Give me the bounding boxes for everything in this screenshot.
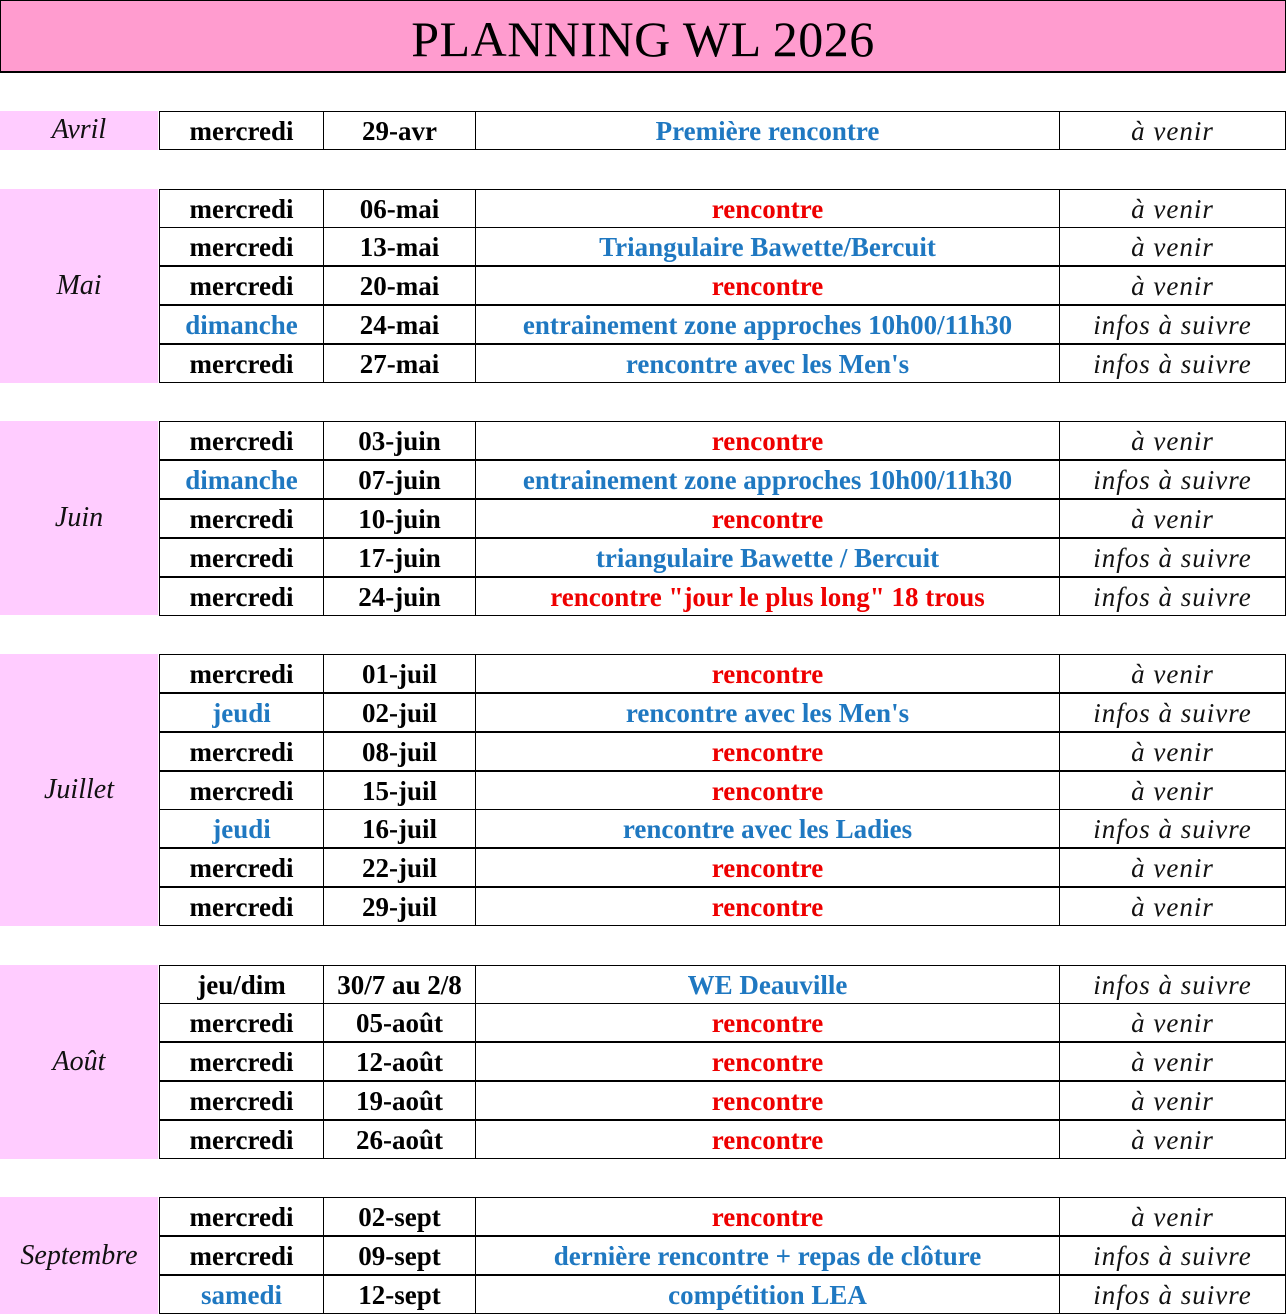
status-cell: à venir xyxy=(1131,737,1214,767)
event-cell: rencontre avec les Men's xyxy=(476,694,1060,731)
date-cell: 02-sept xyxy=(324,1198,476,1235)
status-cell: à venir xyxy=(1131,116,1214,146)
event-cell: rencontre xyxy=(476,422,1060,459)
schedule-row xyxy=(159,460,1286,499)
date-cell: 10-juin xyxy=(324,500,476,537)
event-cell: entrainement zone approches 10h00/11h30 xyxy=(476,461,1060,498)
date-cell: 15-juil xyxy=(324,772,476,809)
schedule-row xyxy=(159,654,1286,693)
schedule-row xyxy=(159,809,1286,848)
date-cell: 08-juil xyxy=(324,733,476,770)
schedule-row xyxy=(159,266,1286,305)
event-cell: Triangulaire Bawette/Bercuit xyxy=(476,228,1060,265)
schedule-row xyxy=(159,1003,1286,1042)
month-label: Avril xyxy=(0,111,158,150)
month-label: Juin xyxy=(0,421,158,615)
schedule-row xyxy=(159,421,1286,460)
date-cell: 06-mai xyxy=(324,190,476,227)
status-cell: infos à suivre xyxy=(1093,543,1252,573)
status-cell: infos à suivre xyxy=(1093,349,1252,379)
date-cell: 29-avr xyxy=(324,112,476,149)
schedule-row xyxy=(159,111,1286,150)
day-cell: mercredi xyxy=(160,112,324,149)
date-cell: 09-sept xyxy=(324,1237,476,1274)
date-cell: 07-juin xyxy=(324,461,476,498)
event-cell: rencontre xyxy=(476,190,1060,227)
day-cell: mercredi xyxy=(160,345,324,382)
event-cell: Première rencontre xyxy=(476,112,1060,149)
day-cell: mercredi xyxy=(160,422,324,459)
status-cell: à venir xyxy=(1131,426,1214,456)
schedule-row xyxy=(159,189,1286,228)
schedule-row xyxy=(159,344,1286,383)
event-cell: compétition LEA xyxy=(476,1276,1060,1313)
event-cell: rencontre xyxy=(476,1121,1060,1158)
month-label: Mai xyxy=(0,189,158,383)
event-cell: rencontre xyxy=(476,1082,1060,1119)
day-cell: mercredi xyxy=(160,500,324,537)
status-cell: à venir xyxy=(1131,892,1214,922)
status-cell: à venir xyxy=(1131,1008,1214,1038)
day-cell: samedi xyxy=(160,1276,324,1313)
event-cell: rencontre xyxy=(476,267,1060,304)
schedule-row xyxy=(159,577,1286,616)
schedule-row xyxy=(159,1081,1286,1120)
schedule-row xyxy=(159,732,1286,771)
event-cell: rencontre xyxy=(476,733,1060,770)
status-cell: à venir xyxy=(1131,1125,1214,1155)
month-label: Septembre xyxy=(0,1197,158,1313)
status-cell: à venir xyxy=(1131,776,1214,806)
day-cell: mercredi xyxy=(160,1043,324,1080)
date-cell: 26-août xyxy=(324,1121,476,1158)
date-cell: 12-août xyxy=(324,1043,476,1080)
schedule-row xyxy=(159,887,1286,926)
date-cell: 29-juil xyxy=(324,888,476,925)
event-cell: rencontre avec les Men's xyxy=(476,345,1060,382)
schedule-row xyxy=(159,538,1286,577)
schedule-row xyxy=(159,1275,1286,1314)
event-cell: rencontre "jour le plus long" 18 trous xyxy=(476,578,1060,615)
date-cell: 13-mai xyxy=(324,228,476,265)
date-cell: 12-sept xyxy=(324,1276,476,1313)
status-cell: à venir xyxy=(1131,853,1214,883)
status-cell: à venir xyxy=(1131,232,1214,262)
day-cell: jeu/dim xyxy=(160,966,324,1003)
event-cell: rencontre avec les Ladies xyxy=(476,810,1060,847)
day-cell: dimanche xyxy=(160,306,324,343)
event-cell: entrainement zone approches 10h00/11h30 xyxy=(476,306,1060,343)
month-label: Juillet xyxy=(0,654,158,926)
date-cell: 01-juil xyxy=(324,655,476,692)
date-cell: 22-juil xyxy=(324,849,476,886)
day-cell: mercredi xyxy=(160,733,324,770)
month-label: Août xyxy=(0,965,158,1159)
status-cell: à venir xyxy=(1131,504,1214,534)
date-cell: 24-mai xyxy=(324,306,476,343)
event-cell: triangulaire Bawette / Bercuit xyxy=(476,539,1060,576)
day-cell: jeudi xyxy=(160,694,324,731)
schedule-row xyxy=(159,1120,1286,1159)
schedule-row xyxy=(159,693,1286,732)
status-cell: infos à suivre xyxy=(1093,582,1252,612)
status-cell: infos à suivre xyxy=(1093,1280,1252,1310)
day-cell: mercredi xyxy=(160,772,324,809)
schedule-row xyxy=(159,1042,1286,1081)
event-cell: WE Deauville xyxy=(476,966,1060,1003)
day-cell: mercredi xyxy=(160,849,324,886)
day-cell: mercredi xyxy=(160,1198,324,1235)
day-cell: mercredi xyxy=(160,1237,324,1274)
status-cell: infos à suivre xyxy=(1093,465,1252,495)
day-cell: jeudi xyxy=(160,810,324,847)
status-cell: à venir xyxy=(1131,271,1214,301)
schedule-row xyxy=(159,848,1286,887)
schedule-row xyxy=(159,227,1286,266)
day-cell: mercredi xyxy=(160,190,324,227)
schedule-row xyxy=(159,499,1286,538)
day-cell: dimanche xyxy=(160,461,324,498)
day-cell: mercredi xyxy=(160,1121,324,1158)
event-cell: rencontre xyxy=(476,772,1060,809)
schedule-row xyxy=(159,1236,1286,1275)
event-cell: rencontre xyxy=(476,1198,1060,1235)
status-cell: à venir xyxy=(1131,1047,1214,1077)
event-cell: rencontre xyxy=(476,500,1060,537)
schedule-row xyxy=(159,1197,1286,1236)
event-cell: rencontre xyxy=(476,849,1060,886)
event-cell: dernière rencontre + repas de clôture xyxy=(476,1237,1060,1274)
date-cell: 30/7 au 2/8 xyxy=(324,966,476,1003)
date-cell: 17-juin xyxy=(324,539,476,576)
event-cell: rencontre xyxy=(476,888,1060,925)
page-title: PLANNING WL 2026 xyxy=(0,0,1286,73)
status-cell: infos à suivre xyxy=(1093,814,1252,844)
status-cell: à venir xyxy=(1131,194,1214,224)
date-cell: 03-juin xyxy=(324,422,476,459)
status-cell: à venir xyxy=(1131,1202,1214,1232)
date-cell: 20-mai xyxy=(324,267,476,304)
day-cell: mercredi xyxy=(160,578,324,615)
date-cell: 19-août xyxy=(324,1082,476,1119)
status-cell: infos à suivre xyxy=(1093,310,1252,340)
date-cell: 05-août xyxy=(324,1004,476,1041)
schedule-row xyxy=(159,965,1286,1004)
status-cell: infos à suivre xyxy=(1093,1241,1252,1271)
date-cell: 27-mai xyxy=(324,345,476,382)
event-cell: rencontre xyxy=(476,1043,1060,1080)
event-cell: rencontre xyxy=(476,655,1060,692)
day-cell: mercredi xyxy=(160,1004,324,1041)
status-cell: infos à suivre xyxy=(1093,970,1252,1000)
day-cell: mercredi xyxy=(160,888,324,925)
day-cell: mercredi xyxy=(160,655,324,692)
day-cell: mercredi xyxy=(160,539,324,576)
status-cell: à venir xyxy=(1131,1086,1214,1116)
event-cell: rencontre xyxy=(476,1004,1060,1041)
day-cell: mercredi xyxy=(160,267,324,304)
date-cell: 02-juil xyxy=(324,694,476,731)
schedule-row xyxy=(159,305,1286,344)
status-cell: à venir xyxy=(1131,659,1214,689)
date-cell: 16-juil xyxy=(324,810,476,847)
day-cell: mercredi xyxy=(160,1082,324,1119)
schedule-row xyxy=(159,771,1286,810)
day-cell: mercredi xyxy=(160,228,324,265)
status-cell: infos à suivre xyxy=(1093,698,1252,728)
date-cell: 24-juin xyxy=(324,578,476,615)
